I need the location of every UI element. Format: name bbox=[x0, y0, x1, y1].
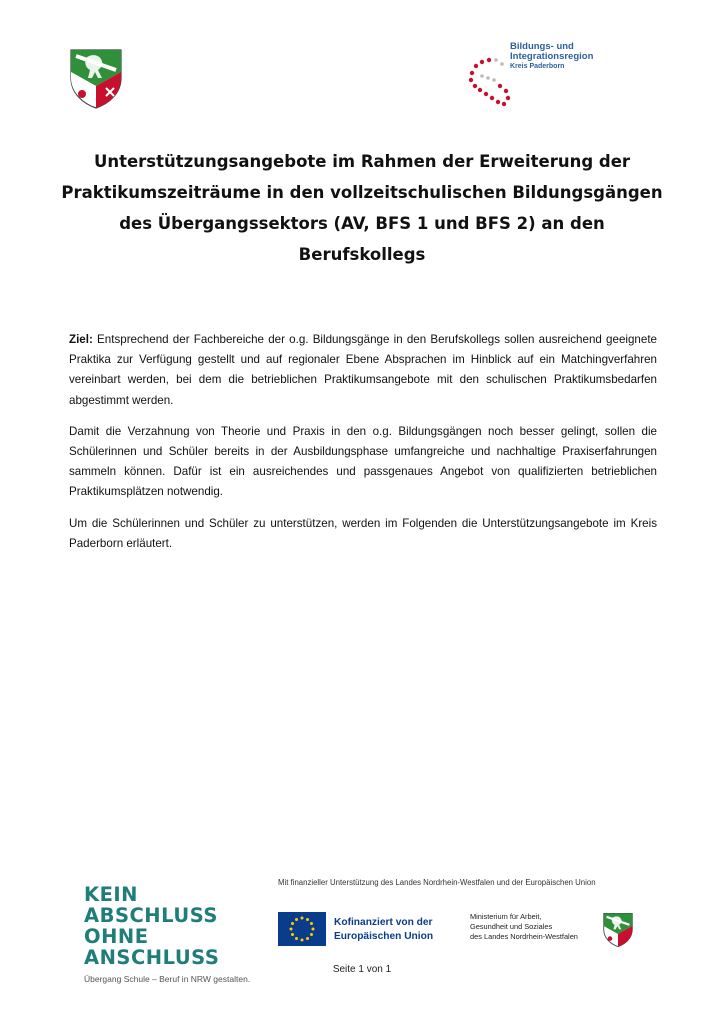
bildungsregion-logo bbox=[466, 42, 606, 112]
title-line-2: Praktikumszeiträume in den vollzeitschulischen Bildungsgängen bbox=[61, 183, 663, 202]
document-title bbox=[60, 146, 664, 270]
funding-statement: Mit finanzieller Unterstützung des Landes Nordrhein-Westfalen und der Europäischen Union bbox=[278, 878, 596, 887]
region-logo-line3: Kreis Paderborn bbox=[510, 63, 565, 70]
ziel-text: Entsprechend der Fachbereiche der o.g. Bildungsgänge in den Berufskollegs sollen ausreichend geeignete Praktika zur Verfügung gestellt und auf regionaler Ebene Absprachen im Hinblick auf ein Matchingverfahren vereinbart werden, bei dem die betrieblichen Praktikumsangebote mit den schulischen Praktikumsbedarfen abgestimmt werden. bbox=[69, 333, 657, 407]
region-logo-line2: Integrationsregion bbox=[510, 51, 594, 62]
document-body bbox=[69, 330, 657, 565]
ministry-line2: Gesundheit und Soziales bbox=[470, 922, 553, 931]
page-number: Seite 1 von 1 bbox=[332, 964, 392, 975]
ministry-text bbox=[470, 912, 578, 942]
ziel-label: Ziel: bbox=[69, 333, 93, 346]
kein-logo-line1: KEIN ABSCHLUSS bbox=[84, 883, 218, 927]
region-logo-line1: Bildungs- und bbox=[510, 41, 574, 52]
ministry-line1: Ministerium für Arbeit, bbox=[470, 912, 542, 921]
eu-text-line1: Kofinanziert von der bbox=[334, 917, 433, 928]
nrw-coat-of-arms-footer-icon bbox=[602, 912, 634, 948]
title-line-1: Unterstützungsangebote im Rahmen der Erweiterung der bbox=[93, 152, 631, 171]
paragraph-ziel bbox=[69, 330, 657, 411]
eu-text-line2: Europäischen Union bbox=[334, 931, 434, 942]
paragraph-verzahnung: Damit die Verzahnung von Theorie und Praxis in den o.g. Bildungsgängen noch besser gelingt, sollen die Schülerinnen und Schüler bereits in der Ausbildungsphase umfangreiche und nachhaltige Praxiserfahrungen sammeln können. Dafür ist ein ausreichendes und passgenaues Angebot von qualifizierten betrieblichen Praktikumsplätzen notwendig. bbox=[69, 424, 657, 499]
eu-flag-icon bbox=[278, 912, 326, 946]
kein-logo-subline: Übergang Schule – Beruf in NRW gestalten. bbox=[84, 974, 251, 984]
kein-logo-line2: OHNE ANSCHLUSS bbox=[84, 925, 220, 969]
paragraph-unterstuetzung: Um die Schülerinnen und Schüler zu unterstützen, werden im Folgenden die Unterstützungsangebote im Kreis Paderborn erläutert. bbox=[69, 516, 657, 550]
title-line-4: Berufskollegs bbox=[298, 245, 426, 264]
ministry-line3: des Landes Nordrhein-Westfalen bbox=[470, 932, 578, 941]
kein-abschluss-logo bbox=[84, 883, 260, 984]
title-line-3: des Übergangssektors (AV, BFS 1 und BFS 2) an den bbox=[119, 214, 605, 233]
nrw-coat-of-arms-icon bbox=[68, 48, 124, 110]
eu-cofunding-text bbox=[334, 916, 433, 944]
gear-dots-icon bbox=[466, 52, 512, 110]
